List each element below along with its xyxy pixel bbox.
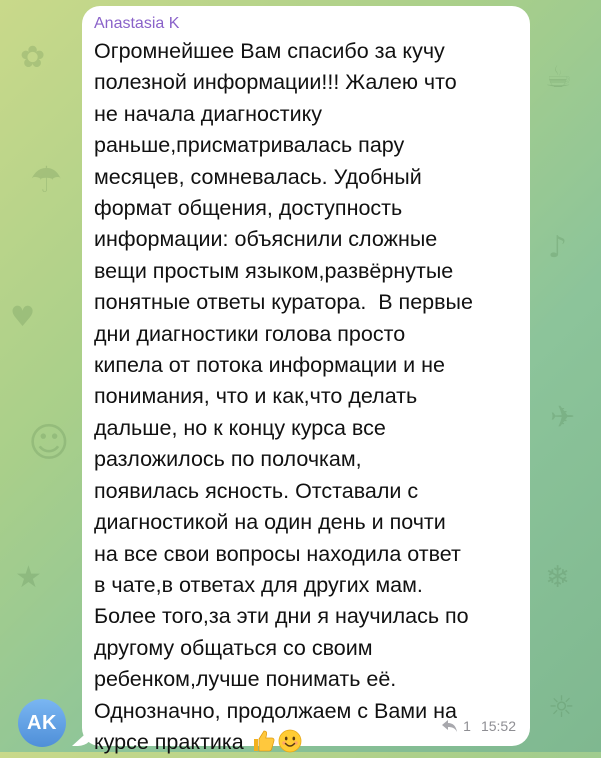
avatar-initials: AK <box>27 711 57 734</box>
sender-name[interactable]: Anastasia K <box>94 15 180 32</box>
thumbs-up-icon <box>252 729 276 753</box>
doodle-pattern-icon: ☼ <box>548 690 575 725</box>
doodle-pattern-icon: ✈ <box>550 400 576 435</box>
reply-count[interactable]: 1 <box>463 718 471 734</box>
doodle-pattern-icon: ☺ <box>28 420 70 466</box>
doodle-pattern-icon: ☂ <box>30 160 63 201</box>
avatar[interactable] <box>18 699 66 747</box>
message-body: Огромнейшее Вам спасибо за кучу полезной информации!!! Жалею что не начала диагностику раньше,присматривалась пару месяцев, сомневалась. Удобный формат общения, доступность информации: объяснили сложные вещи простым языком,развёрнутые понятные ответы куратора. В первые дни диагностики голова просто кипела от потока информации и не понимания, что и как,что делать дальше, но к концу курса все разложилось по полочкам, появилась ясность. Отставали с диагностикой на один день и почти на все свои вопросы находила ответ в чате,в ответах для других мам. Более того,за эти дни я научилась по другому общаться со своим ребенком,лучше понимать её. Однозначно, продолжаем с Вами на курсе практика <box>94 39 473 754</box>
doodle-pattern-icon: ✿ <box>20 40 46 75</box>
reply-arrow-icon[interactable] <box>442 720 457 732</box>
doodle-pattern-icon: ❄ <box>545 560 571 595</box>
message-text <box>94 36 516 758</box>
message-bubble[interactable] <box>82 6 530 754</box>
doodle-pattern-icon: ♥ <box>10 300 36 333</box>
doodle-pattern-icon: ☕ <box>545 60 572 95</box>
doodle-pattern-icon: ★ <box>15 560 42 595</box>
smiling-face-icon <box>278 729 302 753</box>
doodle-pattern-icon: ♪ <box>548 230 568 265</box>
message-time: 15:52 <box>480 718 516 734</box>
message-meta <box>442 718 516 734</box>
